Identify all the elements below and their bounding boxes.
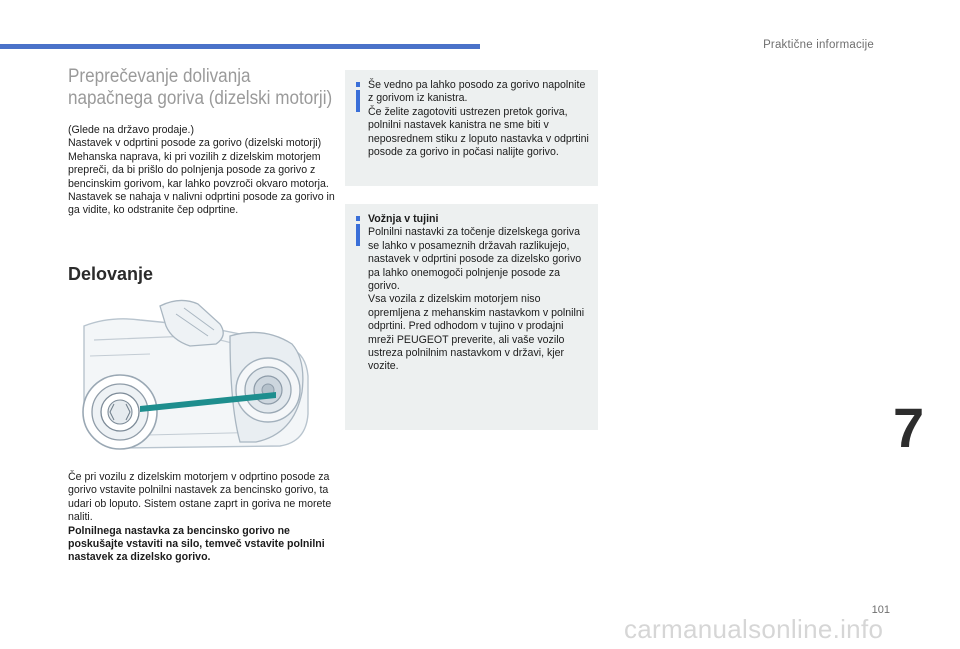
header-accent-bar — [0, 44, 480, 49]
note-abroad-line-2: Vsa vozila z dizelskim motorjem niso opremljena z mehanskim nastavkom v polnilni odprtini. Pred odhodom v tujino v prodajni mreži PEUGEOT preverite, ali vaše vozilo ustreza polnilnim nastavkom v državi, kjer vozite. — [368, 293, 585, 373]
info-icon — [353, 82, 363, 112]
section-name: Praktične informacije — [763, 39, 874, 51]
note-abroad-heading: Vožnja v tujini — [368, 213, 439, 225]
operation-text — [68, 471, 336, 565]
operation-paragraph: Če pri vozilu z dizelskim motorjem v odprtino posode za gorivo vstavite polnilni nastavek za bencinsko gorivo, ta udari ob loputo. Sistem ostane zaprt in goriva ne morete naliti. — [68, 471, 332, 524]
page-title-line-2: napačnega goriva (dizelski motorji) — [68, 88, 333, 109]
watermark: carmanualsonline.info — [624, 614, 884, 644]
intro-paragraph-1: (Glede na državo prodaje.) — [68, 124, 195, 136]
intro-paragraph-2: Nastavek v odprtini posode za gorivo (dizelski motorji) Mehanska naprava, ki pri vozilih z dizelskim motorjem prepreči, da bi prišlo do polnjenja posode za gorivo z bencinskim gorivom, kar lahko povzroči okvaro motorja. Nastavek se nahaja v nalivni odprtini posode za gorivo in ga vidite, ko odstranite čep odprtine. — [68, 137, 335, 217]
operation-warning: Polnilnega nastavka za bencinsko gorivo ne poskušajte vstaviti na silo, temveč vstavite polnilni nastavek za dizelsko gorivo. — [68, 524, 325, 564]
intro-text — [68, 124, 336, 218]
info-note-abroad — [345, 204, 598, 430]
info-note-canister — [345, 70, 598, 186]
note-canister-line-2: Če želite zagotoviti ustrezen pretok goriva, polnilni nastavek kanistra ne sme biti v neposrednem stiku z loputo nastavka v odprtini posode za gorivo in počasi nalijte gorivo. — [368, 105, 589, 159]
fuel-filler-illustration — [80, 296, 314, 454]
operation-heading: Delovanje — [68, 264, 154, 284]
page-number: 101 — [871, 604, 890, 616]
note-abroad-line-1: Polnilni nastavki za točenje dizelskega goriva se lahko v posameznih državah razlikujejo, nastavek v odprtini posode za dizelsko gorivo pa lahko onemogoči polnjenje posode za gorivo. — [368, 226, 582, 293]
chapter-number: 7 — [893, 396, 925, 459]
page-title-line-1: Preprečevanje dolivanja — [68, 66, 251, 87]
info-icon — [353, 216, 363, 246]
note-canister-line-1: Še vedno pa lahko posodo za gorivo napolnite z gorivom iz kanistra. — [368, 79, 586, 105]
page-title — [68, 66, 333, 110]
